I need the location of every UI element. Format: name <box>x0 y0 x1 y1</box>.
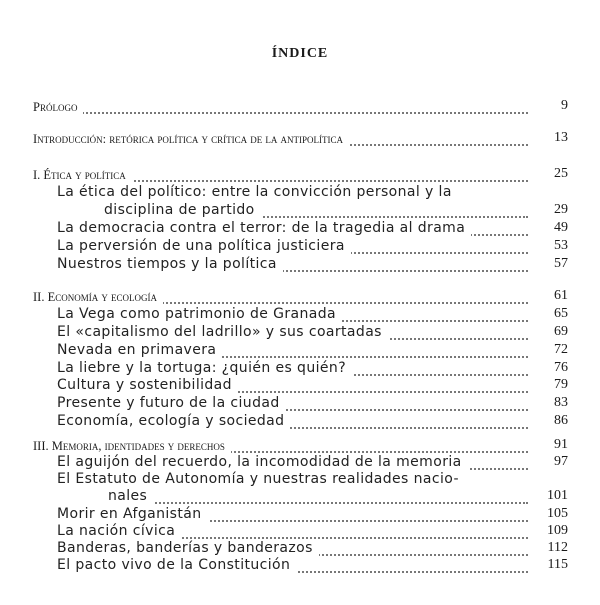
page-number: 76 <box>554 360 568 375</box>
toc-entry <box>0 454 600 472</box>
chapter-title: Banderas, banderías y banderazos <box>57 540 319 556</box>
section-title: III. Memoria, identidades y derechos <box>33 439 231 454</box>
toc-entry <box>0 377 600 395</box>
toc-entry <box>0 184 600 202</box>
chapter-title: El Estatuto de Autonomía y nuestras realidades nacio- <box>57 471 465 487</box>
page-number: 109 <box>547 523 568 538</box>
page-number: 65 <box>554 306 568 321</box>
page-number: 29 <box>554 202 568 217</box>
chapter-title: La Vega como patrimonio de Granada <box>57 306 342 322</box>
toc-entry <box>0 166 600 184</box>
toc-entry <box>0 488 600 506</box>
chapter-title: Economía, ecología y sociedad <box>57 413 290 429</box>
page-number: 86 <box>554 413 568 428</box>
chapter-title: El «capitalismo del ladrillo» y sus coartadas <box>57 324 388 340</box>
chapter-title: Presente y futuro de la ciudad <box>57 395 286 411</box>
toc-entry <box>0 413 600 431</box>
page-number: 49 <box>554 220 568 235</box>
section-title: Prólogo <box>33 100 83 115</box>
chapter-title: Nuestros tiempos y la política <box>57 256 283 272</box>
page-number: 97 <box>554 454 568 469</box>
chapter-title: disciplina de partido <box>104 202 261 218</box>
toc-entry <box>0 238 600 256</box>
section-title: Introducción: retórica política y crítica de la antipolítica <box>33 132 349 147</box>
chapter-title: nales <box>108 488 153 504</box>
toc-entry <box>0 256 600 274</box>
page-number: 57 <box>554 256 568 271</box>
chapter-title: Nevada en primavera <box>57 342 222 358</box>
chapter-title: Cultura y sostenibilidad <box>57 377 238 393</box>
chapter-title: El pacto vivo de la Constitución <box>57 557 296 573</box>
toc-entry <box>0 506 600 524</box>
chapter-title: La nación cívica <box>57 523 181 539</box>
toc-entry <box>0 324 600 342</box>
toc-entry <box>0 220 600 238</box>
toc-entry <box>0 202 600 220</box>
page-title: ÍNDICE <box>271 46 329 61</box>
page-number: 9 <box>561 98 568 113</box>
page-number: 112 <box>547 540 568 555</box>
chapter-title: La perversión de una política justiciera <box>57 238 351 254</box>
chapter-title: La ética del político: entre la convicción personal y la <box>57 184 458 200</box>
page-number: 79 <box>554 377 568 392</box>
toc-entry <box>0 471 600 489</box>
chapter-title: El aguijón del recuerdo, la incomodidad de la memoria <box>57 454 468 470</box>
section-title: I. Ética y política <box>33 168 132 183</box>
toc-entry <box>0 130 600 148</box>
page-number: 61 <box>554 288 568 303</box>
page-number: 25 <box>554 166 568 181</box>
toc-entry <box>0 306 600 324</box>
chapter-title: La liebre y la tortuga: ¿quién es quién? <box>57 360 352 376</box>
toc-entry <box>0 98 600 116</box>
page-number: 91 <box>554 437 568 452</box>
section-title: II. Economía y ecología <box>33 290 163 305</box>
page-number: 53 <box>554 238 568 253</box>
toc-entry <box>0 342 600 360</box>
page-number: 13 <box>554 130 568 145</box>
dot-leader <box>33 98 528 114</box>
page-number: 105 <box>547 506 568 521</box>
toc-entry <box>0 523 600 541</box>
toc-entry <box>0 360 600 378</box>
chapter-title: La democracia contra el terror: de la tragedia al drama <box>57 220 471 236</box>
toc-entry <box>0 437 600 455</box>
toc-entry <box>0 288 600 306</box>
toc-entry <box>0 540 600 558</box>
dot-leader <box>108 488 528 504</box>
chapter-title: Morir en Afganistán <box>57 506 208 522</box>
page-number: 69 <box>554 324 568 339</box>
toc-entry <box>0 395 600 413</box>
page-number: 83 <box>554 395 568 410</box>
toc-entry <box>0 557 600 575</box>
page-number: 72 <box>554 342 568 357</box>
page-number: 101 <box>547 488 568 503</box>
page-number: 115 <box>547 557 568 572</box>
